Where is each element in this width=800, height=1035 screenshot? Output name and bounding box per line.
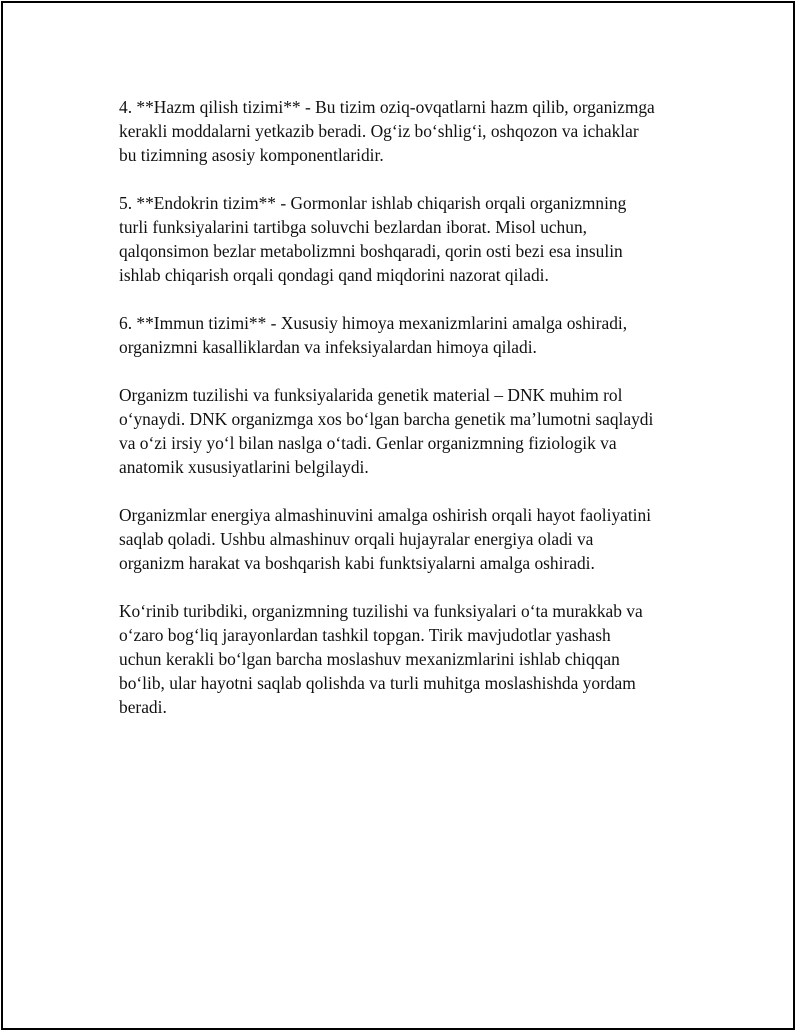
paragraph-dna	[119, 383, 709, 479]
text-line: ishlab chiqarish orqali qondagi qand miqdorini nazorat qiladi.	[119, 265, 549, 285]
text-line: beradi.	[119, 697, 167, 717]
text-line: 4. **Hazm qilish tizimi** - Bu tizim oziq-ovqatlarni hazm qilib, organizmga	[119, 97, 655, 117]
text-line: bo‘lib, ular hayotni saqlab qolishda va turli muhitga moslashishda yordam	[119, 673, 636, 693]
paragraph-conclusion	[119, 599, 709, 719]
text-line: Organizm tuzilishi va funksiyalarida genetik material – DNK muhim rol	[119, 385, 623, 405]
paragraph-immune-system	[119, 311, 709, 359]
text-line: 6. **Immun tizimi** - Xususiy himoya mexanizmlarini amalga oshiradi,	[119, 313, 628, 333]
text-line: turli funksiyalarini tartibga soluvchi bezlardan iborat. Misol uchun,	[119, 217, 587, 237]
document-page	[1, 1, 795, 1030]
text-line: organizm harakat va boshqarish kabi funktsiyalarni amalga oshiradi.	[119, 553, 595, 573]
text-line: bu tizimning asosiy komponentlaridir.	[119, 145, 384, 165]
text-line: o‘zaro bog‘liq jarayonlardan tashkil topgan. Tirik mavjudotlar yashash	[119, 625, 611, 645]
text-line: Ko‘rinib turibdiki, organizmning tuzilishi va funksiyalari o‘ta murakkab va	[119, 601, 643, 621]
text-line: Organizmlar energiya almashinuvini amalga oshirish orqali hayot faoliyatini	[119, 505, 652, 525]
text-line: kerakli moddalarni yetkazib beradi. Og‘iz bo‘shlig‘i, oshqozon va ichaklar	[119, 121, 639, 141]
paragraph-energy-exchange	[119, 503, 709, 575]
text-line: qalqonsimon bezlar metabolizmni boshqaradi, qorin osti bezi esa insulin	[119, 241, 623, 261]
text-line: organizmni kasalliklardan va infeksiyalardan himoya qiladi.	[119, 337, 537, 357]
paragraph-endocrine-system	[119, 191, 709, 287]
text-line: saqlab qoladi. Ushbu almashinuv orqali hujayralar energiya oladi va	[119, 529, 594, 549]
text-line: uchun kerakli bo‘lgan barcha moslashuv mexanizmlarini ishlab chiqqan	[119, 649, 620, 669]
text-line: o‘ynaydi. DNK organizmga xos bo‘lgan barcha genetik ma’lumotni saqlaydi	[119, 409, 654, 429]
text-line: va o‘zi irsiy yo‘l bilan naslga o‘tadi. Genlar organizmning fiziologik va	[119, 433, 617, 453]
text-line: 5. **Endokrin tizim** - Gormonlar ishlab chiqarish orqali organizmning	[119, 193, 627, 213]
text-line: anatomik xususiyatlarini belgilaydi.	[119, 457, 369, 477]
paragraph-digestive-system	[119, 95, 709, 167]
document-body	[119, 95, 709, 743]
